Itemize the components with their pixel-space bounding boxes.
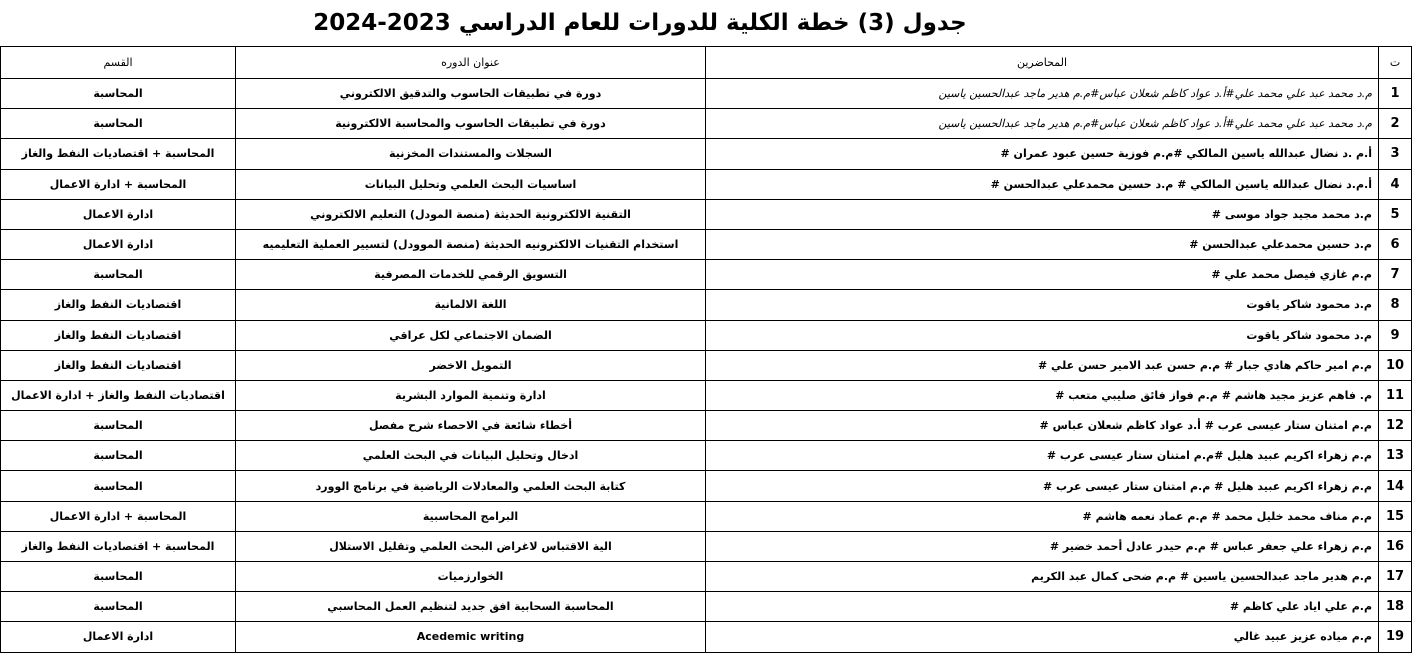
- row-lecturers: م.د محمود شاكر ياقوت: [706, 320, 1379, 350]
- header-course: عنوان الدوره: [236, 47, 706, 79]
- table-row: [1, 592, 1412, 622]
- row-department: المحاسبة: [1, 471, 236, 501]
- row-lecturers: م.د محمود شاكر ياقوت: [706, 290, 1379, 320]
- row-number: 8: [1379, 290, 1412, 320]
- row-lecturers: م.د محمد عبد علي محمد علي#أ.د عواد كاظم شعلان عباس#م.م هدير ماجد عبدالحسين ياسين: [706, 79, 1379, 109]
- row-department: ادارة الاعمال: [1, 229, 236, 259]
- row-department: اقتصاديات النفط والغاز: [1, 320, 236, 350]
- row-department: المحاسبة: [1, 411, 236, 441]
- table-row: [1, 501, 1412, 531]
- row-lecturers: م.م علي اياد علي كاظم #: [706, 592, 1379, 622]
- header-department: القسم: [1, 47, 236, 79]
- table-header-row: [1, 47, 1412, 79]
- row-course-title: ادخال وتحليل البيانات في البحث العلمي: [236, 441, 706, 471]
- row-number: 12: [1379, 411, 1412, 441]
- row-course-title: التمويل الاخضر: [236, 350, 706, 380]
- row-number: 6: [1379, 229, 1412, 259]
- row-lecturers: م.م مياده عزيز عبيد غالي: [706, 622, 1379, 652]
- row-lecturers: م.د حسين محمدعلي عبدالحسن #: [706, 229, 1379, 259]
- row-lecturers: م.د محمد عبد علي محمد علي#أ.د عواد كاظم شعلان عباس#م.م هدير ماجد عبدالحسين ياسين: [706, 109, 1379, 139]
- row-course-title: دورة في تطبيقات الحاسوب والمحاسبة الالكترونية: [236, 109, 706, 139]
- row-course-title: استخدام التقنيات الالكترونيه الحديثة (منصة الموودل) لتسيير العملية التعليميه: [236, 229, 706, 259]
- row-lecturers: م.م امير حاكم هادي جبار # م.م حسن عبد الامير حسن علي #: [706, 350, 1379, 380]
- row-course-title: دورة في تطبيقات الحاسوب والتدقيق الالكتروني: [236, 79, 706, 109]
- table-body: [1, 79, 1412, 653]
- row-number: 13: [1379, 441, 1412, 471]
- table-row: [1, 622, 1412, 652]
- row-course-title: التقنية الالكترونية الحديثة (منصة المودل) التعليم الالكتروني: [236, 199, 706, 229]
- row-lecturers: أ.م.د نضال عبدالله ياسين المالكي # م.د حسين محمدعلي عبدالحسن #: [706, 169, 1379, 199]
- row-course-title: الخوارزميات: [236, 562, 706, 592]
- row-number: 11: [1379, 380, 1412, 410]
- row-lecturers: م.د محمد مجيد جواد موسى #: [706, 199, 1379, 229]
- row-department: المحاسبة: [1, 592, 236, 622]
- row-number: 7: [1379, 260, 1412, 290]
- row-lecturers: م.م غازي فيصل محمد علي #: [706, 260, 1379, 290]
- table-row: [1, 260, 1412, 290]
- table-row: [1, 229, 1412, 259]
- row-number: 10: [1379, 350, 1412, 380]
- row-lecturers: م.م زهراء علي جعفر عباس # م.م حيدر عادل أحمد خضير #: [706, 531, 1379, 561]
- row-course-title: اساسيات البحث العلمي وتحليل البيانات: [236, 169, 706, 199]
- table-row: [1, 562, 1412, 592]
- row-number: 4: [1379, 169, 1412, 199]
- row-course-title: التسويق الرقمي للخدمات المصرفية: [236, 260, 706, 290]
- row-course-title: كتابة البحث العلمي والمعادلات الرياضية في برنامج الوورد: [236, 471, 706, 501]
- row-lecturers: م.م امتنان ستار عيسى عرب # أ.د عواد كاظم شعلان عباس #: [706, 411, 1379, 441]
- document-title: جدول (3) خطة الكلية للدورات للعام الدراسي 2023-2024: [313, 10, 967, 36]
- row-course-title: السجلات والمستندات المخزنية: [236, 139, 706, 169]
- row-number: 19: [1379, 622, 1412, 652]
- table-row: [1, 441, 1412, 471]
- row-number: 16: [1379, 531, 1412, 561]
- row-course-title: المحاسبة السحابية افق جديد لتنظيم العمل المحاسبي: [236, 592, 706, 622]
- row-course-title: ادارة وتنمية الموارد البشرية: [236, 380, 706, 410]
- row-department: اقتصاديات النفط والغاز + ادارة الاعمال: [1, 380, 236, 410]
- row-number: 5: [1379, 199, 1412, 229]
- table-row: [1, 109, 1412, 139]
- header-num: ت: [1379, 47, 1412, 79]
- row-number: 18: [1379, 592, 1412, 622]
- courses-table: [0, 46, 1412, 653]
- row-course-title: اللغة الالمانية: [236, 290, 706, 320]
- row-department: المحاسبة: [1, 562, 236, 592]
- table-row: [1, 169, 1412, 199]
- row-department: المحاسبة: [1, 260, 236, 290]
- row-department: اقتصاديات النفط والغاز: [1, 350, 236, 380]
- row-department: المحاسبة + اقتصاديات النفط والغاز: [1, 139, 236, 169]
- row-number: 2: [1379, 109, 1412, 139]
- row-lecturers: م.م مناف محمد خليل محمد # م.م عماد نعمه هاشم #: [706, 501, 1379, 531]
- table-row: [1, 320, 1412, 350]
- row-department: ادارة الاعمال: [1, 199, 236, 229]
- row-department: المحاسبة: [1, 441, 236, 471]
- table-row: [1, 411, 1412, 441]
- row-number: 3: [1379, 139, 1412, 169]
- table-row: [1, 531, 1412, 561]
- row-course-title: الية الاقتباس لاغراض البحث العلمي وتقليل الاستلال: [236, 531, 706, 561]
- row-department: المحاسبة: [1, 109, 236, 139]
- row-course-title: أخطاء شائعة في الاحصاء شرح مفصل: [236, 411, 706, 441]
- table-row: [1, 471, 1412, 501]
- table-row: [1, 79, 1412, 109]
- table-row: [1, 380, 1412, 410]
- table-row: [1, 199, 1412, 229]
- row-lecturers: م.م زهراء اكريم عبيد هليل #م.م امتنان ستار عيسى عرب #: [706, 441, 1379, 471]
- table-row: [1, 350, 1412, 380]
- table-row: [1, 290, 1412, 320]
- row-department: المحاسبة + اقتصاديات النفط والغاز: [1, 531, 236, 561]
- row-number: 9: [1379, 320, 1412, 350]
- row-course-title: Acedemic writing: [236, 622, 706, 652]
- row-lecturers: م.م زهراء اكريم عبيد هليل # م.م امتنان ستار عيسى عرب #: [706, 471, 1379, 501]
- row-number: 15: [1379, 501, 1412, 531]
- table-row: [1, 139, 1412, 169]
- row-number: 14: [1379, 471, 1412, 501]
- row-number: 17: [1379, 562, 1412, 592]
- row-lecturers: م. فاهم عزيز مجيد هاشم # م.م فواز فائق صليبي متعب #: [706, 380, 1379, 410]
- row-department: اقتصاديات النفط والغاز: [1, 290, 236, 320]
- header-lecturers: المحاضرين: [706, 47, 1379, 79]
- row-lecturers: م.م هدير ماجد عبدالحسين ياسين # م.م ضحى كمال عبد الكريم: [706, 562, 1379, 592]
- row-number: 1: [1379, 79, 1412, 109]
- row-department: المحاسبة: [1, 79, 236, 109]
- row-course-title: البرامج المحاسبية: [236, 501, 706, 531]
- row-department: المحاسبة + ادارة الاعمال: [1, 169, 236, 199]
- row-department: ادارة الاعمال: [1, 622, 236, 652]
- row-course-title: الضمان الاجتماعي لكل عراقي: [236, 320, 706, 350]
- row-lecturers: أ.م .د نضال عبدالله ياسين المالكي #م.م فوزية حسين عبود عمران #: [706, 139, 1379, 169]
- row-department: المحاسبة + ادارة الاعمال: [1, 501, 236, 531]
